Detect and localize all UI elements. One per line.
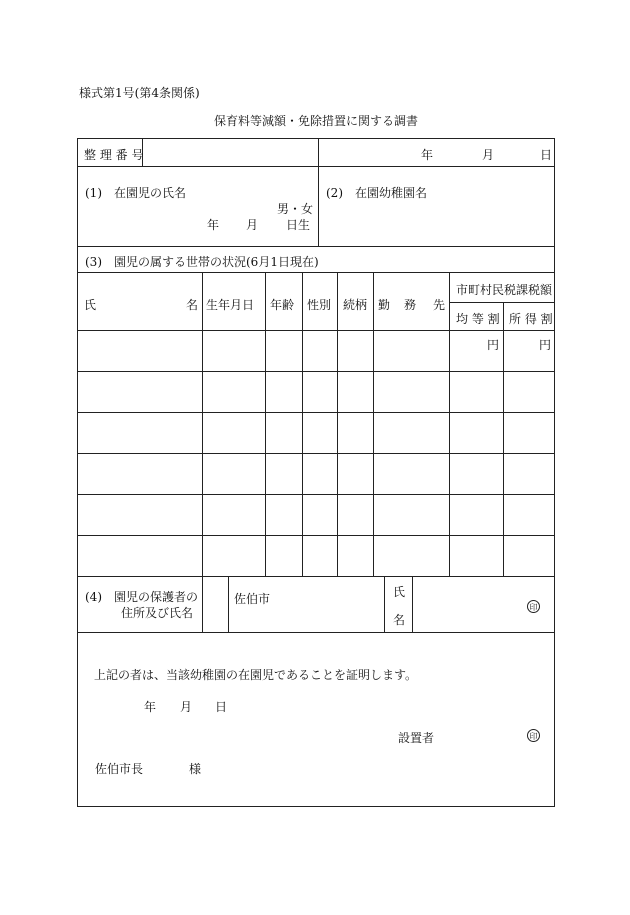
founder-seal-icon: 印 [527,729,540,742]
divider [202,272,203,576]
guardian-seal-icon: 印 [527,600,540,613]
kindergarten-label: (2) 在園幼稚園名 [326,186,427,200]
guardian-name-1: 氏 [393,585,406,599]
guardian-label-1: (4) 園児の保護者の [85,590,198,604]
date-day: 日 [540,148,553,162]
form-label: 様式第1号(第4条関係) [79,86,200,100]
col-work-1: 勤 [378,298,391,312]
col-tax-equal: 均 等 割 [456,312,500,326]
divider [78,576,554,577]
divider [228,576,229,632]
divider [503,302,504,576]
divider [373,272,374,576]
col-name-right: 名 [186,298,199,312]
guardian-address: 佐伯市 [234,592,271,606]
col-work-2: 務 [404,298,417,312]
col-birth: 生年月日 [206,298,255,312]
divider [78,330,554,331]
col-name-left: 氏 [84,298,97,312]
divider [78,632,554,633]
child-name-label: (1) 在園児の氏名 [85,186,186,200]
guardian-name-2: 名 [393,613,406,627]
cert-day: 日 [215,700,228,714]
divider [78,453,554,454]
child-birth-day: 日生 [286,218,311,232]
child-birth-year: 年 [207,218,220,232]
col-sex: 性別 [307,298,332,312]
addressee: 佐伯市長 [95,762,144,776]
divider [318,139,319,246]
divider [78,166,554,167]
divider [384,576,385,632]
guardian-label-2: 住所及び氏名 [121,606,194,620]
divider [449,272,450,576]
divider [449,302,554,303]
col-tax-income: 所 得 割 [509,312,553,326]
household-label: (3) 園児の属する世帯の状況(6月1日現在) [85,255,319,269]
cert-year: 年 [144,700,157,714]
date-month: 月 [482,148,495,162]
divider [78,412,554,413]
cert-month: 月 [180,700,193,714]
divider [302,272,303,576]
col-work-3: 先 [433,298,446,312]
founder-label: 設置者 [398,731,435,745]
divider [78,494,554,495]
page-title: 保育料等減額・免除措置に関する調書 [214,114,419,128]
col-relation: 続柄 [343,298,368,312]
number-label: 整 理 番 号 [84,148,144,162]
child-birth-month: 月 [246,218,259,232]
divider [202,576,203,632]
yen-equal: 円 [487,338,500,352]
divider [78,535,554,536]
date-year: 年 [421,148,434,162]
yen-income: 円 [539,338,552,352]
child-gender: 男・女 [277,202,314,216]
divider [265,272,266,576]
divider [412,576,413,632]
divider [337,272,338,576]
honorific: 様 [189,762,202,776]
col-tax: 市町村民税課税額 [456,283,553,297]
divider [78,246,554,247]
form-table [77,138,555,807]
col-age: 年齢 [270,298,295,312]
divider [78,371,554,372]
certification-statement: 上記の者は、当該幼稚園の在園児であることを証明します。 [94,668,418,682]
divider [78,272,554,273]
